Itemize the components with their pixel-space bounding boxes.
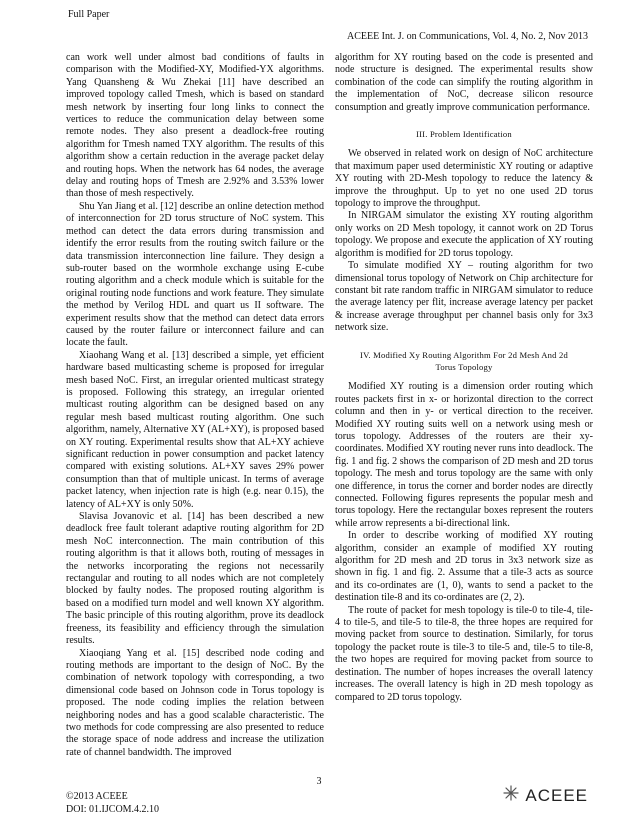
aceee-logo bbox=[501, 784, 588, 807]
paragraph: Modified XY routing is a dimension order routing which routes packets first in x- or horizontal direction to the correct column and then in y- or vertical direction to the receiver. Modified XY routing suits well on a network using mesh or torus topology. Addresses of the routers are their xy-coordinates. Modified XY routing never runs into deadlock. The fig. 1 and fig. 2 shows the comparison of 2D mesh and 2D torus topology. The mesh and torus topology are the same with only one difference, in torus the corner and border nodes are directly connected. Following figures represents the popular mesh and torus topology. Here the rectangular boxes represent the routers while arrow represents a bi-directional link. bbox=[335, 381, 593, 529]
header-label: Full Paper bbox=[68, 9, 110, 20]
section-heading-modified-xy bbox=[335, 349, 593, 374]
footer-info bbox=[66, 790, 159, 816]
section-heading-problem: III. Problem Identification bbox=[416, 129, 512, 140]
right-column bbox=[335, 52, 593, 704]
paragraph: The route of packet for mesh topology is tile-0 to tile-4, tile-4 to tile-5, and tile-5 to tile-8, the three hopes are required for moving packet from source to destination. Similarly, for torus topology the packet route is tile-3 to tile-5 and, tile-5 to tile-8, the two hopes are required for moving packet from source to destination. The number of hopes increases the overall latency increases. The overall latency is high in 2D mesh topology as compared to 2D torus topology. bbox=[335, 604, 593, 703]
paragraph: We observed in related work on design of NoC architecture that maximum paper used deterministic XY routing or adaptive XY routing with 2D-Mesh topology to reduce the latency & improve the throughput. Up to yet no one used 2D torus topology to improve the throughput. bbox=[335, 148, 593, 210]
paragraph: Xiaoqiang Yang et al. [15] described node coding and routing methods are important to the design of NoC. By the combination of network topology with corresponding, a two dimensional code based on Johnson code in Torus topology is proposed. The node coding implies the relation between neighboring nodes and has a good scalable characteristic. The two methods for code compressing are also presented to reduce the storage space of node address and increase the utilization rate of channel bandwidth. The improved bbox=[66, 647, 324, 758]
paragraph: Xiaohang Wang et al. [13] described a simple, yet efficient hardware based multicasting scheme is proposed for irregular mesh based NoC. First, an irregular oriented multicast strategy is proposed. Following this strategy, an irregular oriented multicast routing algorithm can be designed based on any regular mesh based multicast routing algorithm. One such algorithm, namely, Alternative XY (AL+XY), is proposed based on XY routing. Experimental results show that AL+XY achieve significant reduction in power consumption and packet latency compared with existing solutions. AL+XY saves 29% power consumption than that of multiple unicast. In terms of average packet latency, when injection rate is high (e.g. near 0.15), the latency of AL+XY is only 50%. bbox=[66, 349, 324, 510]
asterisk-star-icon bbox=[501, 784, 521, 807]
paragraph: can work well under almost bad conditions of faults in comparison with the Modified-XY, Modified-YX algorithms. Yang Quansheng & Wu Zhekai [11] have described an improved topology called Tmesh, which is based on standard mesh network by inserting four long links to connect the vertices to reduce the communication delay between some remote nodes. They also present a deadlock-free routing algorithm for Tmesh named TXY algorithm. The results of this algorithm show a certain reduction in the average packet delay and routing hops. When the network has 64 nodes, the average delay and routing hops of Tmesh are 2.92% and 3.53% lower than those of mesh respectively. bbox=[66, 52, 324, 200]
journal-citation: ACEEE Int. J. on Communications, Vol. 4, No. 2, Nov 2013 bbox=[346, 31, 588, 42]
logo-text: ACEEE bbox=[525, 785, 588, 805]
page-number: 3 bbox=[316, 776, 322, 787]
paragraph: algorithm for XY routing based on the code is presented and node structure is designed. The experimental results show combination of the code can simplify the routing algorithm in the implementation of NoC, decrease silicon resource consumption and greatly improve communication performance. bbox=[335, 52, 593, 113]
paragraph: In NIRGAM simulator the existing XY routing algorithm only works on 2D Mesh topology, it cannot work on 2D Torus topology. We propose and execute the application of XY routing algorithm is modified for 2D torus topology. bbox=[335, 210, 593, 259]
paragraph: To simulate modified XY – routing algorithm for two dimensional torus topology of Network on Chip architecture for constant bit rate random traffic in NIRGAM simulator to reduce the average latency per flit, increase average latency per packet & increase average throughput per channel basis only for 3x3 network size. bbox=[335, 260, 593, 334]
paragraph: In order to describe working of modified XY routing algorithm, consider an example of modified XY routing algorithm for 2D mesh and 2D torus in 3x3 network size as shown in fig. 1 and fig. 2. Assume that a tile-3 acts as source and its co-ordinates are (1, 0), wants to send a packet to the destination tile-8 and its co-ordinates are (2, 2). bbox=[335, 530, 593, 604]
copyright: ©2013 ACEEE bbox=[66, 791, 128, 802]
paragraph: Slavisa Jovanovic et al. [14] has been described a new deadlock free fault tolerant adaptive routing algorithm for 2D mesh NoC interconnection. The main contribution of this routing algorithm is that it allows both, routing of messages in the networks incorporating the regions not necessarily rectangular and routing to all nodes which are not completely blocked by faulty nodes. The proposed routing algorithm is based on a modified turn model and well known XY algorithm. The basic principle of this routing algorithm, prove its deadlock freeness, its feasibility and efficiency through the simulation results. bbox=[66, 511, 324, 647]
section-heading-line: IV. Modified Xy Routing Algorithm For 2d Mesh And 2d bbox=[360, 349, 568, 360]
section-heading-line: Torus Topology bbox=[435, 361, 493, 372]
left-column bbox=[66, 52, 324, 759]
paragraph: Shu Yan Jiang et al. [12] describe an online detection method of interconnection for 2D torus structure of NoC system. This method can detect the data errors during transmission and identify the error results from the routing switch failure or the data transmission interconnection line failure. They design a sub-router based on the wormhole exchange using E-cube routing algorithm and a check module which is suitable for the original routing node functions and work feature. They simulate the method by Verilog HDL and quart us II software. The experiment results show that the method can detect data errors caused by the router failure or interconnect failure and can locate the fault. bbox=[66, 200, 324, 349]
doi: DOI: 01.IJCOM.4.2.10 bbox=[66, 804, 160, 815]
